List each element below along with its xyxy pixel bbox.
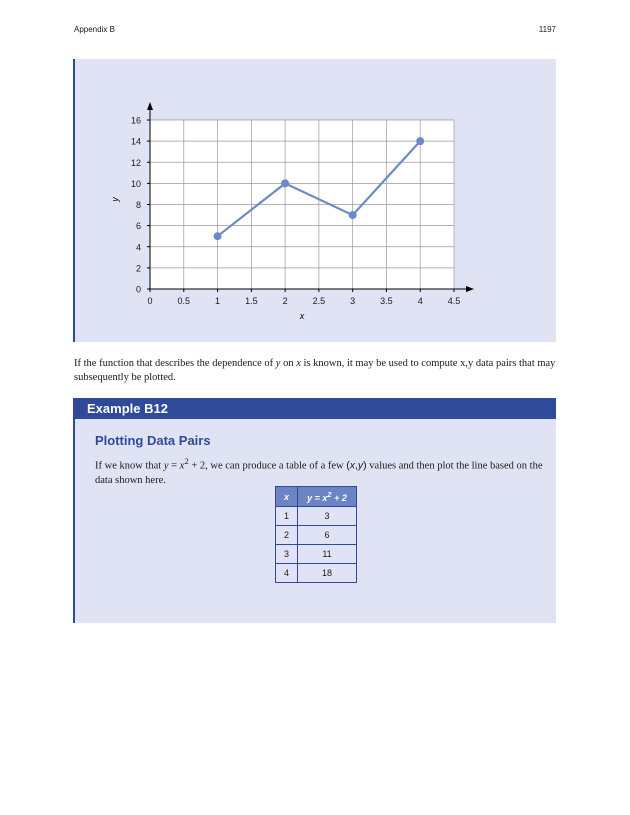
x-tick-label: 1 [215,296,221,306]
y-tick-label: 16 [130,115,141,126]
x-axis-label: x [299,311,305,321]
example-subtitle: Plotting Data Pairs [95,433,211,448]
x-axis-arrow [466,286,474,292]
y-tick-label: 2 [135,263,141,274]
y-tick-label: 0 [135,284,141,295]
table-header-x: x [276,487,298,507]
example-text: If we know that $y = x^2 + 2$, we can produce a table of a few (x,y) values and then plot the line based on the data shown here. [95,456,543,486]
x-tick-label: 3.5 [380,296,393,306]
table-row [276,564,357,583]
line-chart [75,59,558,342]
table-cell-x: 1 [276,507,298,526]
y-tick-label: 8 [135,200,141,210]
table-cell-y: 18 [298,564,357,583]
x-tick-label: 2 [282,296,288,306]
table-cell-y: 11 [298,545,357,564]
data-pairs-table [275,486,357,583]
x-tick-label: 2.5 [312,296,326,306]
x-tick-label: 4 [417,296,423,306]
table-cell-y: 6 [298,526,357,545]
table-row [276,545,357,564]
y-tick-label: 6 [135,221,141,232]
table-row [276,507,357,526]
y-tick-label: 14 [130,136,141,147]
y-tick-label: 4 [135,242,141,253]
x-tick-label: 0 [147,296,153,306]
table-cell-x: 2 [276,526,298,545]
table-row [276,526,357,545]
example-box [73,398,556,623]
table-header-y: $y = x^2 + 2$ [298,487,357,507]
x-tick-label: 3 [350,296,356,306]
body-paragraph: If the function that describes the dependence of y on x is known, it may be used to compute x,y data pairs that may subsequently be plotted. [74,358,556,383]
data-point [281,179,289,187]
y-axis-label: y [110,197,120,202]
example-header: Example B12 [75,398,556,419]
table-cell-y: 3 [298,507,357,526]
x-tick-label: 4.5 [447,296,461,306]
data-point [214,232,222,240]
x-tick-label: 0.5 [177,296,191,306]
y-tick-label: 12 [130,157,141,168]
running-header-left: Appendix B [74,25,115,34]
data-point [349,211,357,219]
figure-box [73,59,556,342]
table-header-row [276,487,357,507]
y-axis-arrow [147,102,153,110]
data-point [416,137,424,145]
y-tick-label: 10 [130,178,141,189]
x-tick-label: 1.5 [245,296,258,306]
page-number: 1197 [538,25,556,34]
table-cell-x: 4 [276,564,298,583]
table-cell-x: 3 [276,545,298,564]
